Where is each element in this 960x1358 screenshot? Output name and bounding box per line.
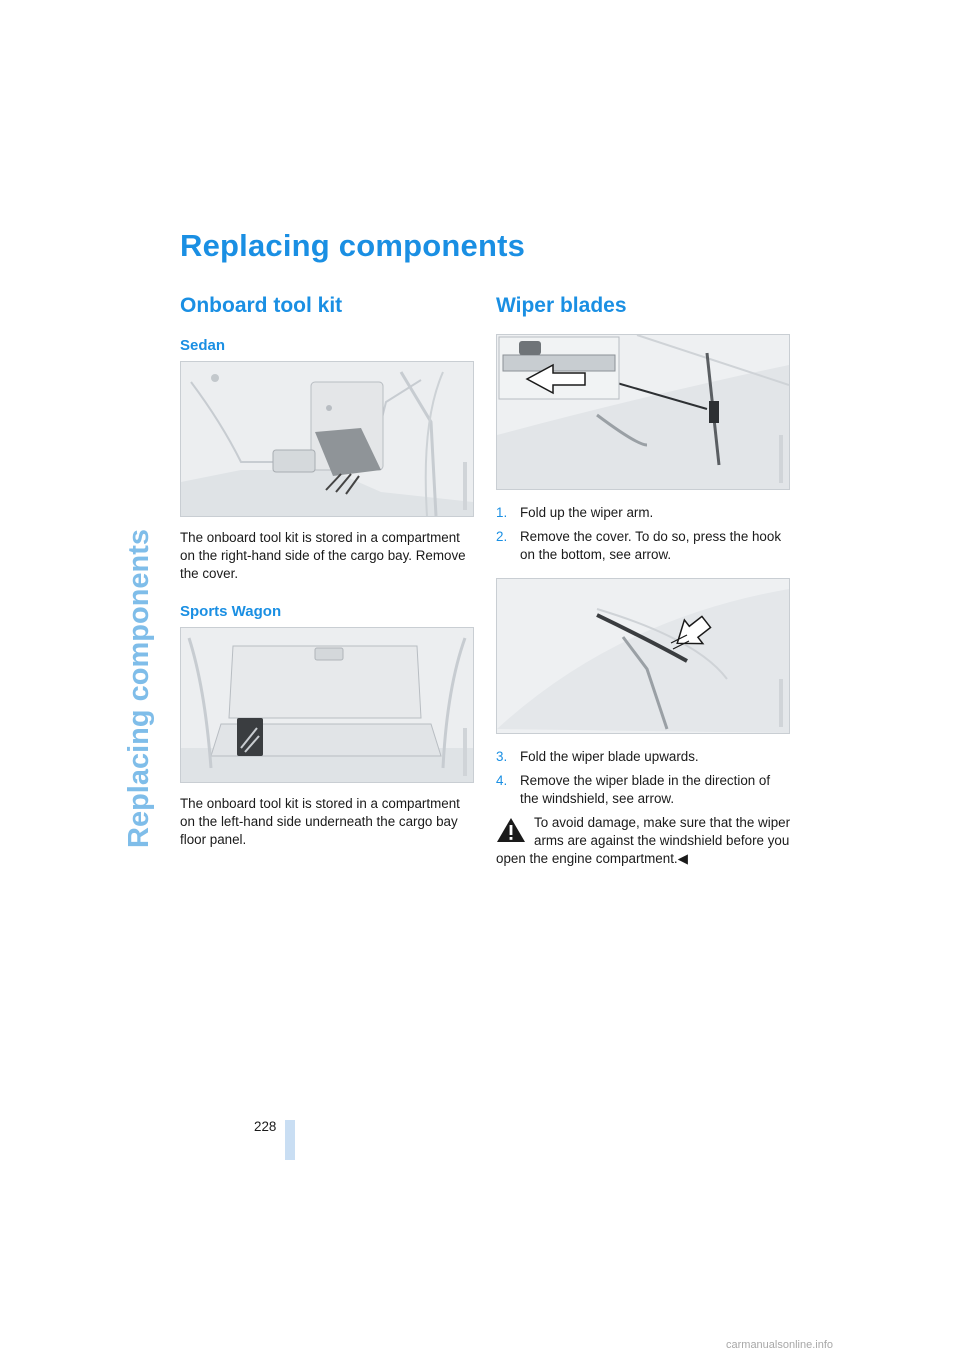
step-number: 2. bbox=[496, 529, 508, 544]
tool-kit-heading: Onboard tool kit bbox=[180, 294, 343, 317]
warning-note bbox=[496, 814, 792, 868]
wiper-heading: Wiper blades bbox=[496, 294, 627, 317]
sedan-image-code bbox=[461, 462, 469, 510]
tool-kit-section bbox=[180, 294, 476, 849]
wiper-cover-image bbox=[496, 334, 790, 490]
step-number: 3. bbox=[496, 749, 508, 764]
wagon-text: The onboard tool kit is stored in a compartment on the left-hand side underneath the cargo bay floor panel. bbox=[180, 796, 460, 847]
step-text: Fold up the wiper arm. bbox=[520, 505, 654, 520]
step-number: 4. bbox=[496, 773, 508, 788]
list-item bbox=[496, 504, 792, 522]
sedan-heading: Sedan bbox=[180, 337, 226, 354]
warning-triangle-icon bbox=[496, 816, 526, 844]
wiper-cover-image-code bbox=[777, 435, 785, 483]
wagon-cargo-image bbox=[180, 627, 474, 783]
side-title bbox=[112, 228, 156, 848]
wiper-cover-illustration bbox=[497, 335, 789, 489]
footer-watermark: carmanualsonline.info bbox=[726, 1339, 834, 1351]
sedan-text: The onboard tool kit is stored in a compartment on the right-hand side of the cargo bay. Remove the cover. bbox=[180, 530, 466, 581]
page-number: 228 bbox=[254, 1119, 277, 1134]
page-title: Replacing components bbox=[180, 228, 526, 263]
sedan-cargo-image bbox=[180, 361, 474, 517]
wiper-steps-b bbox=[496, 748, 792, 808]
wagon-heading: Sports Wagon bbox=[180, 603, 282, 620]
list-item bbox=[496, 772, 792, 808]
step-text: Fold the wiper blade upwards. bbox=[520, 749, 699, 764]
wagon-image-code bbox=[461, 728, 469, 776]
wiper-steps-a bbox=[496, 504, 792, 564]
list-item bbox=[496, 748, 792, 766]
sedan-cargo-illustration bbox=[181, 362, 473, 516]
wiper-blade-image bbox=[496, 578, 790, 734]
wiper-blade-image-code bbox=[777, 679, 785, 727]
step-number: 1. bbox=[496, 505, 508, 520]
end-mark: ◀ bbox=[677, 851, 688, 866]
wiper-section bbox=[496, 294, 792, 868]
step-text: Remove the wiper blade in the direction of the windshield, see arrow. bbox=[520, 773, 771, 806]
warning-text: To avoid damage, make sure that the wiper arms are against the windshield before you open the engine compartment. bbox=[496, 815, 791, 866]
side-title-svg bbox=[112, 228, 156, 848]
step-text: Remove the cover. To do so, press the hook on the bottom, see arrow. bbox=[520, 529, 782, 562]
list-item bbox=[496, 528, 792, 564]
page-edge-bar bbox=[285, 1120, 295, 1160]
wiper-blade-illustration bbox=[497, 579, 789, 733]
side-title-text: Replacing components bbox=[123, 528, 155, 848]
wagon-cargo-illustration bbox=[181, 628, 473, 782]
